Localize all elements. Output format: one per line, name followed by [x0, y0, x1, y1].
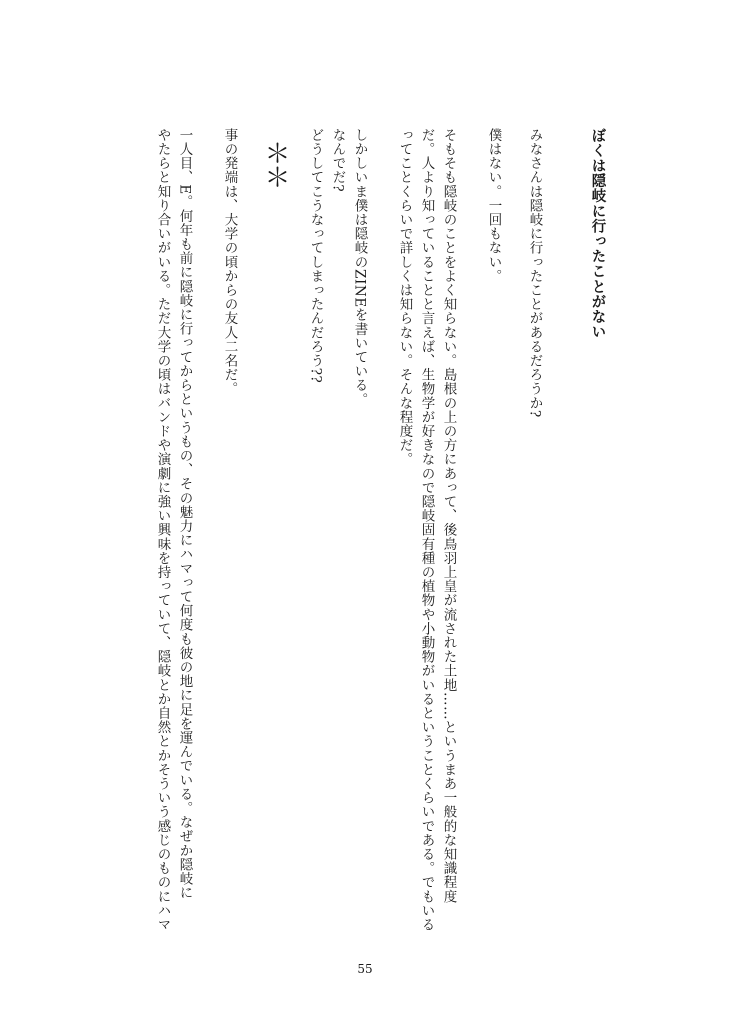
body-line: 僕はない。一回もない。 [485, 128, 502, 284]
body-line: みなさんは隠岐に行ったことがあるだろうか? [526, 128, 543, 418]
body-line: ってことくらいで詳しくは知らない。そんな程度だ。 [396, 128, 413, 467]
body-line: やたらと知り合いがいる。ただ大学の頃はバンドや演劇に強い興味を持っていて、隠岐とか自然とかそういう感じのものにハマ [154, 128, 171, 932]
section-separator: ＊＊ [260, 140, 290, 188]
chapter-title: ぼくは隠岐に行ったことがない [589, 128, 607, 340]
body-line: 事の発端は、大学の頃からの友人二名だ。 [221, 128, 238, 396]
body-line: そもそも隠岐のことをよく知らない。島根の上の方にあって、後鳥羽上皇が流された土地……というまあ一般的な知識程度 [440, 128, 457, 904]
body-line: 一人目、E。何年も前に隠岐に行ってからというもの、その魅力にハマって何度も彼の地に足を運んでいる。なぜか隠岐に [176, 128, 193, 900]
body-line: しかしいま僕は隠岐のZINEを書いている。 [351, 128, 368, 407]
body-line: どうしてこうなってしまったんだろう?? [307, 128, 324, 384]
body-line: なんでだ? [329, 128, 346, 193]
body-line: だ。人より知っていることと言えば、生物学が好きなので隠岐固有種の植物や小動物がいるということくらいである。でもいる [418, 128, 435, 932]
page-number: 55 [357, 962, 373, 976]
